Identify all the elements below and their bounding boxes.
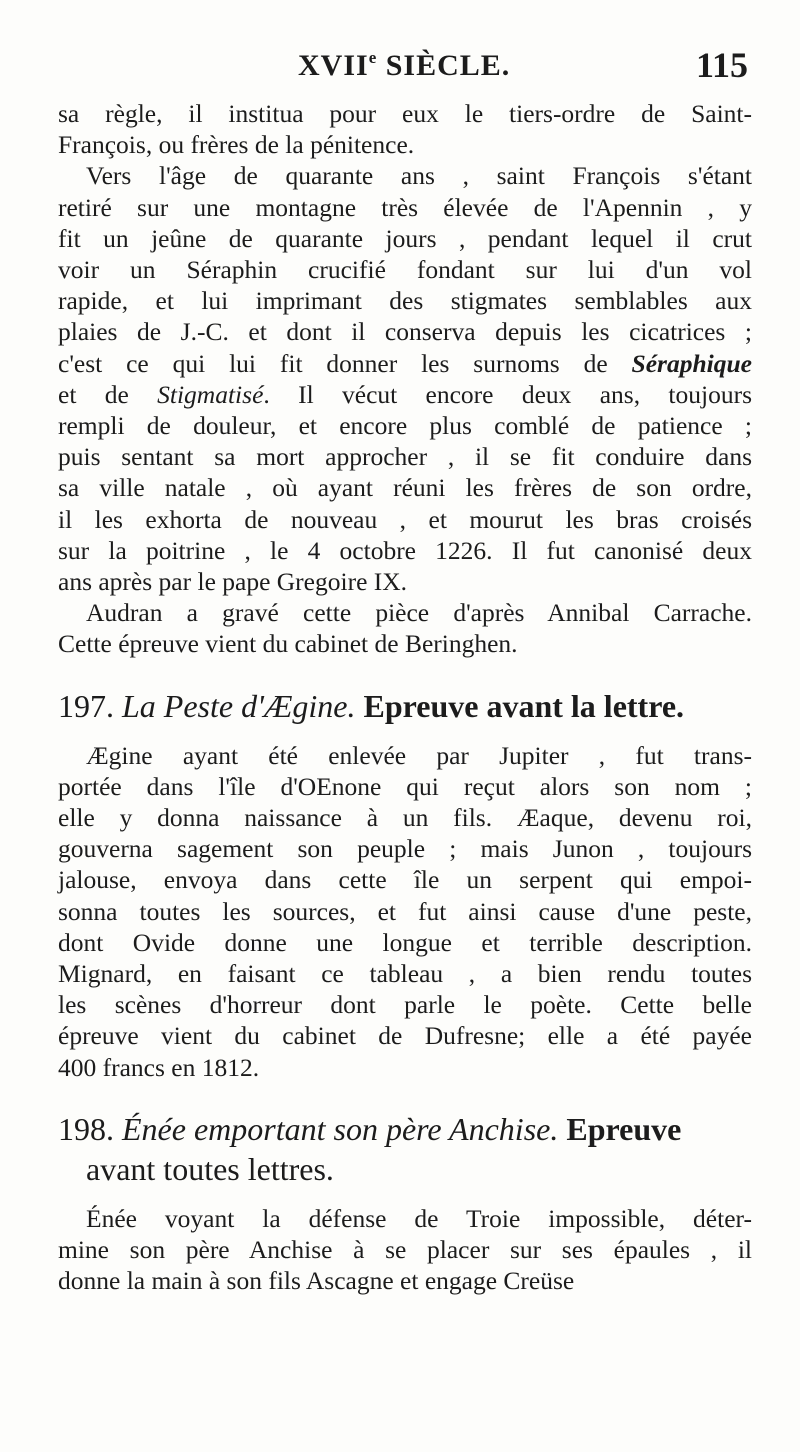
entry-state: Epreuve bbox=[566, 1110, 682, 1147]
running-title bbox=[298, 48, 510, 83]
text-line: ans après par le pape Gregoire IX. bbox=[58, 567, 408, 597]
surname-seraphique: Séraphique bbox=[631, 348, 752, 378]
entry-description-197 bbox=[58, 740, 752, 1083]
running-head bbox=[0, 45, 800, 92]
text-run: et de bbox=[58, 379, 158, 409]
running-title-superscript: e bbox=[368, 48, 378, 67]
paragraph-saint-francois bbox=[58, 160, 752, 597]
text-line: Énée voyant la défense de Troie impossible, déter- bbox=[86, 1203, 752, 1233]
entry-heading-198 bbox=[58, 1109, 752, 1189]
text-line: Mignard, en faisant ce tableau , a bien rendu toutes bbox=[58, 959, 752, 989]
text-run: c'est ce qui lui fit donner les surnoms de bbox=[58, 348, 632, 378]
paragraph-engraver-note bbox=[58, 597, 752, 659]
text-line: sa ville natale , où ayant réuni les frères de son ordre, bbox=[58, 473, 752, 503]
text-line: portée dans l'île d'OEnone qui reçut alors son nom ; bbox=[58, 771, 752, 801]
text-line: sa règle, il institua pour eux le tiers-ordre de Saint- bbox=[58, 99, 752, 128]
entry-heading-197 bbox=[58, 686, 752, 726]
entry-number: 197. bbox=[58, 687, 114, 724]
text-line: plaies de J.-C. et dont il conserva depuis les cicatrices ; bbox=[58, 317, 752, 347]
text-line: François, ou frères de la pénitence. bbox=[58, 130, 415, 160]
text-line: dont Ovide donne une longue et terrible description. bbox=[58, 927, 752, 957]
text-line bbox=[58, 379, 752, 410]
text-line: Cette épreuve vient du cabinet de Beringhen. bbox=[58, 629, 518, 659]
entry-state-continuation: avant toutes lettres. bbox=[86, 1150, 334, 1187]
text-line: Vers l'âge de quarante ans , saint François s'étant bbox=[86, 161, 752, 191]
text-line: mine son père Anchise à se placer sur ses épaules , il bbox=[58, 1235, 752, 1265]
text-line: rempli de douleur, et encore plus comblé de patience ; bbox=[58, 411, 752, 441]
page-number: 115 bbox=[695, 45, 748, 85]
entry-state: Epreuve avant la lettre. bbox=[363, 687, 685, 724]
text-line: Audran a gravé cette pièce d'après Annibal Carrache. bbox=[86, 598, 752, 628]
text-line: jalouse, envoya dans cette île un serpent qui empoi- bbox=[58, 865, 752, 895]
text-line: puis sentant sa mort approcher , il se fit conduire dans bbox=[58, 442, 752, 472]
running-title-main: XVII bbox=[298, 49, 369, 82]
main-text bbox=[58, 98, 752, 1297]
running-title-rest: SIÈCLE. bbox=[377, 49, 511, 82]
text-line: les scènes d'horreur dont parle le poète. Cette belle bbox=[58, 990, 752, 1020]
text-line: 400 francs en 1812. bbox=[58, 1052, 260, 1082]
text-line: sonna toutes les sources, et fut ainsi cause d'une peste, bbox=[58, 896, 752, 926]
text-line: donne la main à son fils Ascagne et engage Creüse bbox=[58, 1266, 575, 1296]
entry-title: Énée emportant son père Anchise. bbox=[122, 1110, 559, 1147]
text-line: retiré sur une montagne très élevée de l'Apennin , y bbox=[58, 192, 752, 222]
surname-stigmatise: Stigmatisé bbox=[157, 379, 264, 409]
text-line bbox=[58, 348, 752, 379]
text-line: il les exhorta de nouveau , et mourut les bras croisés bbox=[58, 504, 752, 534]
text-line: sur la poitrine , le 4 octobre 1226. Il fut canonisé deux bbox=[58, 535, 752, 565]
text-line: épreuve vient du cabinet de Dufresne; elle a été payée bbox=[58, 1021, 752, 1051]
text-line: voir un Séraphin crucifié fondant sur lui d'un vol bbox=[58, 255, 752, 285]
entry-description-198 bbox=[58, 1203, 752, 1297]
text-line: rapide, et lui imprimant des stigmates semblables aux bbox=[58, 286, 752, 316]
text-line: gouverna sagement son peuple ; mais Junon , toujours bbox=[58, 834, 752, 864]
text-line: fit un jeûne de quarante jours , pendant lequel il crut bbox=[58, 223, 752, 253]
text-line: elle y donna naissance à un fils. Æaque, devenu roi, bbox=[58, 803, 752, 833]
entry-title: La Peste d'Ægine. bbox=[122, 687, 356, 724]
paragraph-rule-continuation bbox=[58, 98, 752, 160]
text-run: . Il vécut encore deux ans, toujours bbox=[263, 379, 752, 409]
entry-number: 198. bbox=[58, 1110, 114, 1147]
text-line: Ægine ayant été enlevée par Jupiter , fut trans- bbox=[86, 740, 752, 770]
